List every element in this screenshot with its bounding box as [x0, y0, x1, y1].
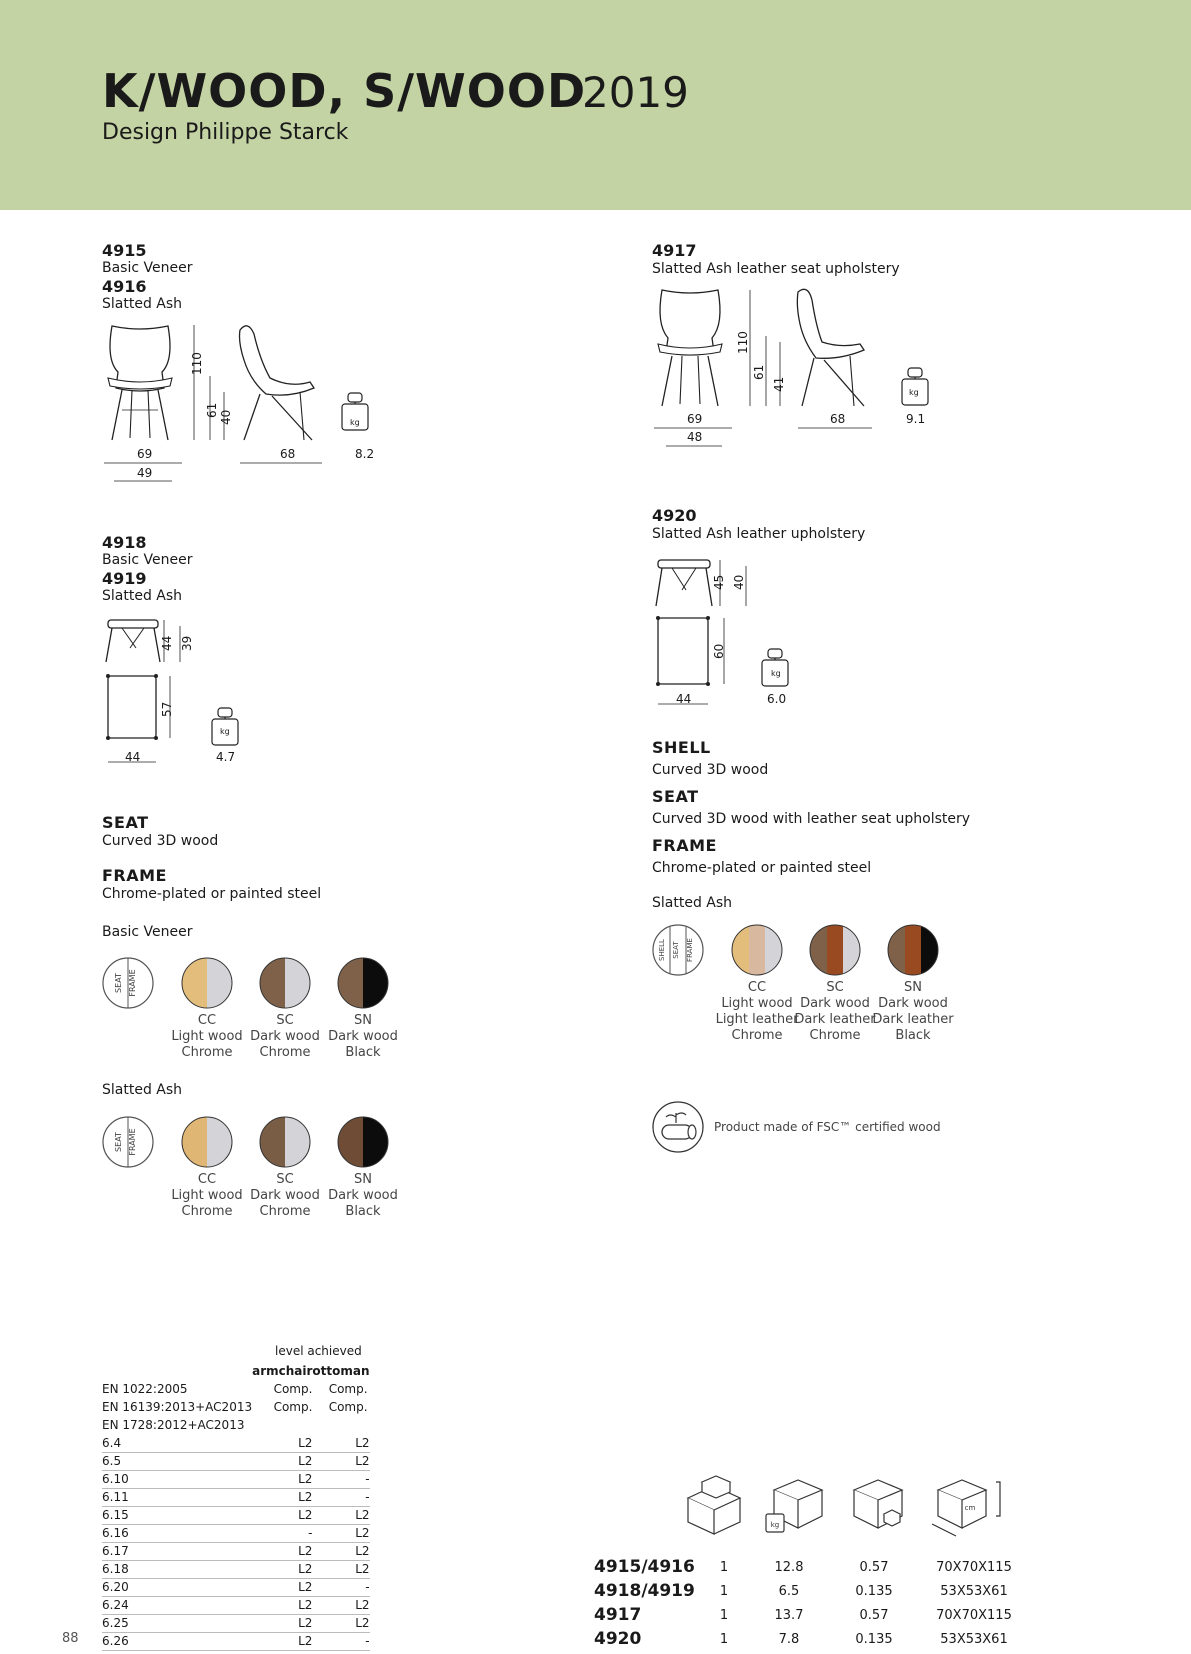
finish-group-title: Slatted Ash — [102, 1082, 183, 1098]
seat-text: Curved 3D wood with leather seat upholstery — [652, 811, 971, 827]
product-desc: Slatted Ash leather seat upholstery — [652, 261, 900, 277]
table-row: 6.15 L2 L2 — [102, 1508, 370, 1522]
finish-swatch-cc[interactable] — [731, 924, 785, 978]
dim-depth: 60 — [712, 643, 726, 659]
standards-table — [102, 1362, 370, 1651]
table-row: 4920 1 7.8 0.135 53X53X61 — [594, 1629, 1008, 1649]
packaging-table — [594, 1555, 1034, 1651]
weight-box-kg: kg — [770, 1521, 780, 1529]
page-number: 88 — [62, 1631, 79, 1646]
finish-label: SC Dark wood Chrome — [250, 1013, 320, 1060]
key-seat: SEAT — [114, 1132, 123, 1152]
table-row: 4918/4919 1 6.5 0.135 53X53X61 — [594, 1581, 1008, 1601]
finish-swatch-sc[interactable] — [809, 924, 863, 978]
volume-box-icon — [854, 1480, 902, 1528]
table-row: 6.18 L2 L2 — [102, 1562, 370, 1576]
page-title: K/WOOD, S/WOOD — [102, 64, 587, 118]
weight-value: 6.0 — [767, 692, 787, 706]
table-row: 6.17 L2 L2 — [102, 1544, 370, 1558]
finish-swatch-sn[interactable] — [337, 957, 391, 1011]
product-code: 4919 — [102, 569, 147, 588]
finish-label: SN Dark wood Black — [328, 1172, 398, 1219]
finish-key-icon — [102, 957, 156, 1011]
dim-seat: 41 — [772, 376, 786, 392]
kg-label: kg — [909, 388, 919, 397]
level-achieved: level achieved — [275, 1344, 362, 1358]
table-header — [102, 1362, 370, 1380]
finish-group-title: Slatted Ash — [652, 895, 733, 911]
table-row: 6.5 L2 L2 — [102, 1454, 370, 1468]
seat-title: SEAT — [102, 813, 149, 832]
table-row: EN 16139:2013+AC2013 Comp. Comp. — [102, 1400, 368, 1414]
frame-title: FRAME — [652, 836, 717, 855]
key-frame: FRAME — [128, 969, 137, 997]
key-frame: FRAME — [686, 938, 694, 962]
dim-h1: 44 — [160, 635, 174, 651]
finish-swatch-sn[interactable] — [887, 924, 941, 978]
packaging-icons — [680, 1468, 1000, 1538]
finish-label: SC Dark wood Dark leather Chrome — [794, 980, 876, 1043]
dim-width: 44 — [676, 692, 692, 706]
product-desc: Slatted Ash — [102, 296, 183, 312]
seat-text: Curved 3D wood — [102, 833, 219, 849]
dim-height: 110 — [736, 331, 750, 354]
dim-arm: 61 — [205, 402, 219, 418]
dim-depth: 68 — [280, 447, 296, 461]
dim-height: 110 — [190, 352, 204, 375]
dimensions-box-cm: cm — [964, 1504, 976, 1512]
dim-depth: 57 — [160, 701, 174, 717]
finish-swatch-sc[interactable] — [259, 1116, 313, 1170]
table-row: 6.11 L2 - — [102, 1490, 370, 1504]
product-desc: Basic Veneer — [102, 260, 193, 276]
fsc-text: Product made of FSC™ certified wood — [714, 1120, 941, 1134]
frame-text: Chrome-plated or painted steel — [102, 886, 322, 902]
finish-label: SC Dark wood Chrome — [250, 1172, 320, 1219]
dim-width: 69 — [687, 412, 703, 426]
finish-label: CC Light wood Chrome — [171, 1172, 243, 1219]
table-row: 4917 1 13.7 0.57 70X70X115 — [594, 1605, 1012, 1625]
weight-value: 8.2 — [355, 447, 375, 461]
product-code: 4916 — [102, 277, 147, 296]
year: 2019 — [582, 68, 689, 117]
finish-swatch-sn[interactable] — [337, 1116, 391, 1170]
product-code: 4917 — [652, 241, 697, 260]
table-row: EN 1728:2012+AC2013 — [102, 1418, 245, 1432]
finish-label: CC Light wood Chrome — [171, 1013, 243, 1060]
finish-key-icon — [102, 1116, 156, 1170]
kg-label: kg — [771, 669, 781, 678]
col-ottoman: ottoman — [312, 1364, 370, 1378]
shell-text: Curved 3D wood — [652, 762, 769, 778]
product-desc: Slatted Ash leather upholstery — [652, 526, 866, 542]
finish-swatch-cc[interactable] — [181, 1116, 235, 1170]
finish-label: CC Light wood Light leather Chrome — [715, 980, 799, 1043]
table-row: 6.24 L2 L2 — [102, 1598, 370, 1612]
key-frame: FRAME — [128, 1128, 137, 1156]
table-row: 6.20 L2 - — [102, 1580, 370, 1594]
table-row: 6.4 L2 L2 — [102, 1434, 370, 1452]
dim-width: 44 — [125, 750, 141, 764]
key-shell: SHELL — [658, 939, 666, 961]
designer: Design Philippe Starck — [102, 120, 349, 145]
kg-label: kg — [220, 727, 230, 736]
product-desc: Slatted Ash — [102, 588, 183, 604]
key-seat: SEAT — [672, 941, 680, 959]
dim-h1: 45 — [712, 574, 726, 590]
pieces-box-icon — [688, 1476, 740, 1534]
dim-h2: 39 — [180, 635, 194, 651]
dim-seat-width: 49 — [137, 466, 153, 480]
kg-label: kg — [350, 418, 360, 427]
table-row: 4915/4916 1 12.8 0.57 70X70X115 — [594, 1557, 1012, 1577]
dim-h2: 40 — [732, 574, 746, 590]
table-row: 6.26 L2 - — [102, 1634, 370, 1648]
finish-group-title: Basic Veneer — [102, 924, 193, 940]
table-row: EN 1022:2005 Comp. Comp. — [102, 1382, 368, 1396]
fsc-log-icon — [652, 1101, 706, 1155]
frame-title: FRAME — [102, 866, 167, 885]
finish-label: SN Dark wood Black — [328, 1013, 398, 1060]
weight-value: 4.7 — [216, 750, 236, 764]
key-seat: SEAT — [114, 973, 123, 993]
dim-depth: 68 — [830, 412, 846, 426]
dim-seat: 40 — [219, 409, 233, 425]
dim-seat-width: 48 — [687, 430, 703, 444]
frame-text: Chrome-plated or painted steel — [652, 860, 872, 876]
dim-arm: 61 — [752, 364, 766, 380]
ottoman-drawing-d — [650, 552, 810, 707]
table-row: 6.25 L2 L2 — [102, 1616, 370, 1630]
ottoman-drawing-c — [100, 612, 260, 762]
product-code: 4915 — [102, 241, 147, 260]
product-code: 4918 — [102, 533, 147, 552]
armchair-drawing-b — [650, 286, 940, 451]
seat-title: SEAT — [652, 787, 699, 806]
product-desc: Basic Veneer — [102, 552, 193, 568]
weight-value: 9.1 — [906, 412, 926, 426]
product-code: 4920 — [652, 506, 697, 525]
finish-swatch-sc[interactable] — [259, 957, 313, 1011]
col-armchair: armchair — [252, 1364, 313, 1378]
table-row: 6.10 L2 - — [102, 1472, 370, 1486]
finish-label: SN Dark wood Dark leather Black — [872, 980, 954, 1043]
finish-swatch-cc[interactable] — [181, 957, 235, 1011]
shell-title: SHELL — [652, 738, 711, 757]
table-row: 6.16 - L2 — [102, 1526, 370, 1540]
dim-width: 69 — [137, 447, 153, 461]
finish-key-icon — [652, 924, 706, 978]
